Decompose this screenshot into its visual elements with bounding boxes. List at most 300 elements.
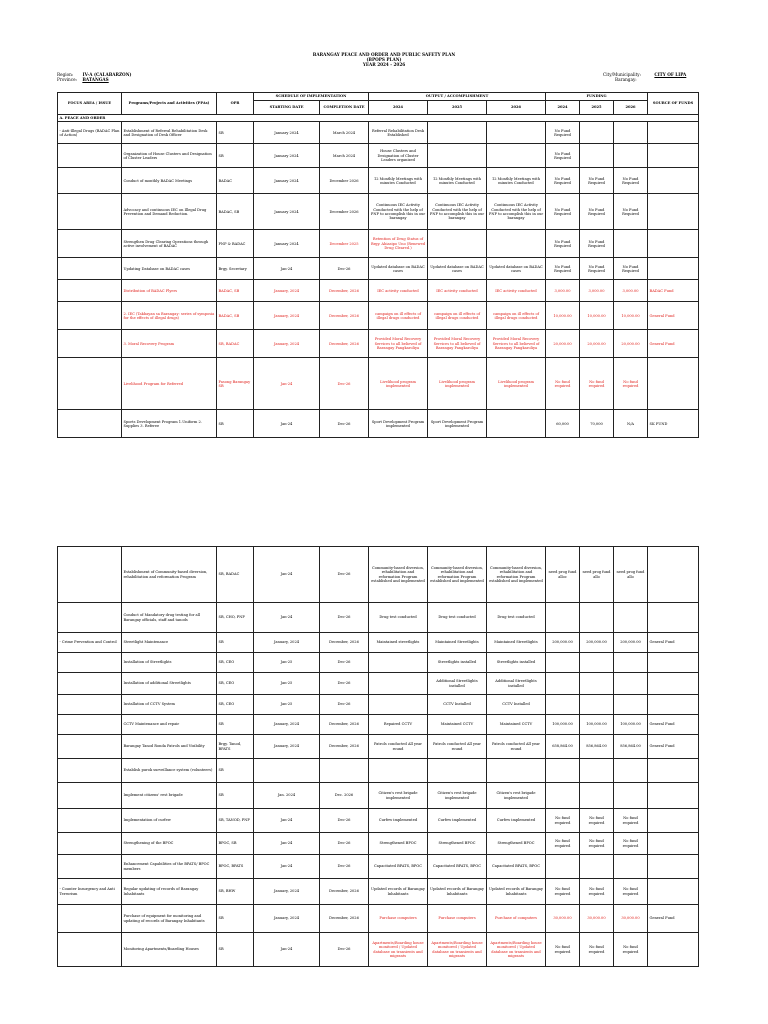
plan-table-page2-body xyxy=(58,547,699,967)
source-of-funds-cell: General Fund xyxy=(648,302,699,330)
table-row xyxy=(58,759,699,783)
output-2024-cell xyxy=(369,695,428,715)
ppa-cell: Strengthen Drug Clearing Operations through active involvement of BADAC xyxy=(122,230,217,258)
source-of-funds-cell xyxy=(648,809,699,833)
output-2026-cell: Drug test conducted xyxy=(487,603,546,633)
focus-area-cell xyxy=(58,759,122,783)
region-label: Region: xyxy=(57,72,74,77)
col-source: SOURCE OF FUNDS xyxy=(648,93,699,115)
output-2024-cell: Retention of Drug Status of Brgy. Ahiasipo Uno (Renewed Drug Cleared.) xyxy=(369,230,428,258)
focus-area-cell xyxy=(58,809,122,833)
output-2024-cell: Curfew implemented xyxy=(369,809,428,833)
ppa-cell: Implementation of curfew xyxy=(122,809,217,833)
completion-date-cell: December, 2026 xyxy=(320,330,369,358)
output-2024-cell: Patrols conducted All year round xyxy=(369,735,428,759)
table-row xyxy=(58,280,699,302)
focus-area-cell xyxy=(58,673,122,695)
funding-2026-cell: 20,000.00 xyxy=(614,330,648,358)
funding-2024-cell xyxy=(546,759,580,783)
ppa-cell: Strengthening of the BPOC xyxy=(122,833,217,855)
funding-2026-cell: 856,864.00 xyxy=(614,735,648,759)
funding-2025-cell: No fund required xyxy=(580,809,614,833)
completion-date-cell: Dec-26 xyxy=(320,547,369,603)
col-funding-2024: 2024 xyxy=(546,101,580,115)
ppa-cell: Enhancement Capabilities of the BPATS/ BPOC members xyxy=(122,855,217,879)
funding-2025-cell xyxy=(580,855,614,879)
opr-cell: SB xyxy=(217,783,254,809)
output-2026-cell: IEC activity conducted xyxy=(487,280,546,302)
source-of-funds-cell: BADAC Fund xyxy=(648,280,699,302)
starting-date-cell: January, 2024 xyxy=(254,905,320,933)
output-2024-cell: Strengthened BPOC xyxy=(369,833,428,855)
output-2024-cell: House Clusters and Designation of Cluster Leaders organized xyxy=(369,144,428,168)
funding-2026-cell: 3,000.00 xyxy=(614,280,648,302)
output-2026-cell: Provided Moral Recovery Services to all believed of Barangay Pangkaroliya xyxy=(487,330,546,358)
funding-2025-cell: No fund required xyxy=(580,933,614,967)
output-2024-cell: Repaired CCTV xyxy=(369,715,428,735)
funding-2026-cell: No fund required xyxy=(614,809,648,833)
output-2024-cell: Sport Development Program implemented xyxy=(369,410,428,438)
funding-2026-cell xyxy=(614,783,648,809)
focus-area-cell xyxy=(58,280,122,302)
funding-2025-cell: No Fund Required xyxy=(580,194,614,230)
table-row xyxy=(58,194,699,230)
output-2025-cell: Maintained Streetlights xyxy=(428,633,487,653)
output-2025-cell: Community-based diversion, rehabilitation and reformation Program established and implemented xyxy=(428,547,487,603)
output-2025-cell: Capacitated BPATS, BPOC xyxy=(428,855,487,879)
starting-date-cell: January 2024 xyxy=(254,168,320,194)
plan-years: YEAR 2024 - 2026 xyxy=(362,62,406,67)
output-2024-cell: Maintained streetlights xyxy=(369,633,428,653)
opr-cell: PNP & BADAC xyxy=(217,230,254,258)
focus-area-cell xyxy=(58,933,122,967)
ppa-cell: Streetlight Maintenance xyxy=(122,633,217,653)
barangay-row xyxy=(615,77,637,82)
ppa-cell: Establish purok surveillance system (volunteers) xyxy=(122,759,217,783)
section-peace-and-order: A. PEACE AND ORDER xyxy=(58,115,699,122)
funding-2026-cell: 200,000.00 xyxy=(614,633,648,653)
funding-2025-cell: No Fund Required xyxy=(580,168,614,194)
source-of-funds-cell: SK FUND xyxy=(648,410,699,438)
output-2026-cell xyxy=(487,410,546,438)
funding-2024-cell: No fund required xyxy=(546,933,580,967)
completion-date-cell: December, 2026 xyxy=(320,735,369,759)
table-row xyxy=(58,735,699,759)
table-row xyxy=(58,258,699,280)
funding-2026-cell xyxy=(614,603,648,633)
funding-2025-cell xyxy=(580,673,614,695)
source-of-funds-cell xyxy=(648,833,699,855)
ppa-cell: 3. Moral Recovery Program xyxy=(122,330,217,358)
opr-cell: SB, CEO xyxy=(217,673,254,695)
completion-date-cell: Dec-26 xyxy=(320,653,369,673)
output-2026-cell xyxy=(487,230,546,258)
starting-date-cell: Jan-24 xyxy=(254,855,320,879)
col-output-2025: 2025 xyxy=(428,101,487,115)
completion-date-cell: Dec. 2026 xyxy=(320,783,369,809)
output-2026-cell: Streetlights installed xyxy=(487,653,546,673)
output-2024-cell: Referral Rehabilitation Desk Established xyxy=(369,122,428,144)
barangay-label: Barangay: xyxy=(615,77,637,82)
source-of-funds-cell xyxy=(648,258,699,280)
completion-date-cell: March 2024 xyxy=(320,144,369,168)
focus-area-cell xyxy=(58,905,122,933)
output-2024-cell: Updated records of Barangay Inhabitants xyxy=(369,879,428,905)
opr-cell: SB xyxy=(217,905,254,933)
col-ppa: Programs/Projects and Activities (PPAs) xyxy=(122,93,217,115)
opr-cell: SB xyxy=(217,410,254,438)
funding-2025-cell xyxy=(580,653,614,673)
table-row xyxy=(58,905,699,933)
output-2026-cell: Maintained Streetlights xyxy=(487,633,546,653)
completion-date-cell: March 2024 xyxy=(320,122,369,144)
ppa-cell: Installation of additional Streetlights xyxy=(122,673,217,695)
output-2026-cell: Updated database on BADAC cases xyxy=(487,258,546,280)
completion-date-cell: December 2025 xyxy=(320,230,369,258)
funding-2024-cell: No fund required xyxy=(546,879,580,905)
table-row xyxy=(58,330,699,358)
funding-2025-cell xyxy=(580,144,614,168)
ppa-cell: Sports Development Program 1.Uniform 2. Supplies 3. Referee xyxy=(122,410,217,438)
col-output-2026: 2026 xyxy=(487,101,546,115)
output-2025-cell: Updated database on BADAC cases xyxy=(428,258,487,280)
funding-2024-cell xyxy=(546,653,580,673)
output-2025-cell: Sport Development Program implemented xyxy=(428,410,487,438)
table-row xyxy=(58,358,699,410)
funding-2024-cell: 30,000.00 xyxy=(546,905,580,933)
starting-date-cell: January 2024 xyxy=(254,230,320,258)
opr-cell: Brgy. Secretary xyxy=(217,258,254,280)
output-2025-cell: Provided Moral Recovery Services to all believed of Barangay Pangkaroliya xyxy=(428,330,487,358)
focus-area-cell xyxy=(58,410,122,438)
funding-2026-cell xyxy=(614,759,648,783)
starting-date-cell: Jan-25 xyxy=(254,673,320,695)
opr-cell: Pasong Barangay SB xyxy=(217,358,254,410)
output-2024-cell: campaign on ill effects of illegal drugs conducted xyxy=(369,302,428,330)
focus-area-cell xyxy=(58,653,122,673)
completion-date-cell: Dec-26 xyxy=(320,855,369,879)
source-of-funds-cell xyxy=(648,603,699,633)
table-row xyxy=(58,653,699,673)
completion-date-cell xyxy=(320,759,369,783)
opr-cell: SB xyxy=(217,933,254,967)
output-2025-cell: Patrols conducted All year round xyxy=(428,735,487,759)
output-2026-cell: Citizen's rest brigade implemented xyxy=(487,783,546,809)
table-row xyxy=(58,302,699,330)
funding-2025-cell: No fund required xyxy=(580,833,614,855)
opr-cell: BPOC, BPATS xyxy=(217,855,254,879)
starting-date-cell: January, 2024 xyxy=(254,735,320,759)
source-of-funds-cell xyxy=(648,122,699,144)
completion-date-cell: December, 2026 xyxy=(320,905,369,933)
funding-2026-cell: No Fund Required xyxy=(614,194,648,230)
funding-2026-cell xyxy=(614,673,648,695)
output-2025-cell: Continuous IEC Activity Conducted with the help of PNP to accomplish this in our barangay xyxy=(428,194,487,230)
starting-date-cell: January, 2024 xyxy=(254,879,320,905)
funding-2024-cell: 3,000.00 xyxy=(546,280,580,302)
output-2025-cell: Purchase computers xyxy=(428,905,487,933)
ppa-cell: Establishment of Referral Rehabilitation Desk and Designation of Desk Officer xyxy=(122,122,217,144)
output-2024-cell: Community-based diversion, rehabilitation and reformation Program established and implemented xyxy=(369,547,428,603)
funding-2024-cell xyxy=(546,695,580,715)
province-value: BATANGAS xyxy=(82,77,109,82)
funding-2024-cell: No fund required xyxy=(546,833,580,855)
funding-2025-cell xyxy=(580,603,614,633)
completion-date-cell: December 2026 xyxy=(320,194,369,230)
source-of-funds-cell xyxy=(648,547,699,603)
funding-2024-cell: No fund required xyxy=(546,809,580,833)
source-of-funds-cell xyxy=(648,230,699,258)
focus-area-cell xyxy=(58,695,122,715)
funding-2025-cell: 30,000.00 xyxy=(580,905,614,933)
starting-date-cell: Jan. 2024 xyxy=(254,783,320,809)
plan-table-page1-body xyxy=(58,115,699,438)
opr-cell: BADAC, SB xyxy=(217,194,254,230)
output-2024-cell xyxy=(369,653,428,673)
funding-2024-cell: No fund required xyxy=(546,358,580,410)
output-2026-cell: Curfew implemented xyxy=(487,809,546,833)
funding-2026-cell xyxy=(614,855,648,879)
funding-2025-cell: 200,000.00 xyxy=(580,633,614,653)
opr-cell: SB, CEO xyxy=(217,695,254,715)
opr-cell: SB xyxy=(217,759,254,783)
col-focus-area: FOCUS AREA / ISSUE xyxy=(58,93,122,115)
opr-cell: BADAC xyxy=(217,168,254,194)
starting-date-cell: Jan-24 xyxy=(254,358,320,410)
funding-2026-cell: 30,000.00 xyxy=(614,905,648,933)
completion-date-cell: December, 2026 xyxy=(320,633,369,653)
output-2024-cell: Citizen's rest brigade implemented xyxy=(369,783,428,809)
output-2026-cell xyxy=(487,759,546,783)
funding-2025-cell: 856,864.00 xyxy=(580,735,614,759)
opr-cell: SB, CEO xyxy=(217,653,254,673)
output-2026-cell: Purchase of computers xyxy=(487,905,546,933)
table-row xyxy=(58,715,699,735)
opr-cell: SB, BADAC xyxy=(217,547,254,603)
ppa-cell: Conduct of Mandatory drug testing for all Barangay officials, staff and tanods xyxy=(122,603,217,633)
source-of-funds-cell xyxy=(648,144,699,168)
funding-2026-cell: No fund required xyxy=(614,879,648,905)
focus-area-cell xyxy=(58,735,122,759)
starting-date-cell: Jan-24 xyxy=(254,410,320,438)
funding-2024-cell: 60,000 xyxy=(546,410,580,438)
output-2026-cell: 12 Monthly Meetings with minutes Conducted xyxy=(487,168,546,194)
table-row xyxy=(58,695,699,715)
funding-2026-cell: N/A xyxy=(614,410,648,438)
funding-2026-cell: No Fund Required xyxy=(614,168,648,194)
funding-2024-cell: No Fund Required xyxy=(546,122,580,144)
funding-2026-cell xyxy=(614,695,648,715)
starting-date-cell: Jan-24 xyxy=(254,933,320,967)
funding-2026-cell xyxy=(614,653,648,673)
plan-table-page2 xyxy=(57,546,699,967)
starting-date-cell: January, 2024 xyxy=(254,715,320,735)
output-2026-cell xyxy=(487,144,546,168)
starting-date-cell: Jan-24 xyxy=(254,833,320,855)
starting-date-cell: January 2024 xyxy=(254,144,320,168)
output-2026-cell: Apartments/Boarding house monitored / Updated database on transients and migrants xyxy=(487,933,546,967)
source-of-funds-cell: General Fund xyxy=(648,715,699,735)
funding-2025-cell: No Fund Required xyxy=(580,258,614,280)
source-of-funds-cell xyxy=(648,695,699,715)
ppa-cell: Livelihood Program for Referred xyxy=(122,358,217,410)
ppa-cell: Conduct of monthly BADAC Meetings xyxy=(122,168,217,194)
funding-2026-cell: No fund required xyxy=(614,933,648,967)
opr-cell: BADAC, SB xyxy=(217,302,254,330)
starting-date-cell: January, 2024 xyxy=(254,633,320,653)
ppa-cell: Installation of Streetlights xyxy=(122,653,217,673)
source-of-funds-cell xyxy=(648,653,699,673)
funding-2025-cell xyxy=(580,759,614,783)
table-row xyxy=(58,673,699,695)
output-2024-cell: Apartments/Boarding house monitored / Updated database on transients and migrants xyxy=(369,933,428,967)
col-output: OUTPUT / ACCOMPLISHMENT xyxy=(369,93,546,101)
region-value: IV-A (CALABARZON) xyxy=(82,72,132,77)
funding-2024-cell: No Fund Required xyxy=(546,168,580,194)
output-2024-cell: Livelihood program implemented xyxy=(369,358,428,410)
funding-2025-cell xyxy=(580,122,614,144)
col-funding: FUNDING xyxy=(546,93,648,101)
opr-cell: SB xyxy=(217,715,254,735)
funding-2024-cell xyxy=(546,603,580,633)
source-of-funds-cell: General Fund xyxy=(648,330,699,358)
output-2024-cell: Provided Moral Recovery Services to all believed of Barangay Pangkaroliya xyxy=(369,330,428,358)
output-2025-cell: campaign on ill effects of illegal drugs conducted xyxy=(428,302,487,330)
ppa-cell: 2. IEC (Takbayan sa Barangay: series of symposia for the effects of illegal drugs) xyxy=(122,302,217,330)
output-2026-cell: Maintained CCTV xyxy=(487,715,546,735)
completion-date-cell: Dec-26 xyxy=(320,258,369,280)
completion-date-cell: Dec-26 xyxy=(320,358,369,410)
completion-date-cell: December 2026 xyxy=(320,168,369,194)
output-2024-cell: Updated database on BADAC cases xyxy=(369,258,428,280)
source-of-funds-cell: General Fund xyxy=(648,905,699,933)
opr-cell: BADAC, SB xyxy=(217,280,254,302)
starting-date-cell: January 2024 xyxy=(254,194,320,230)
output-2025-cell xyxy=(428,759,487,783)
funding-2024-cell: 200,000.00 xyxy=(546,633,580,653)
funding-2026-cell: need prog fund allo xyxy=(614,547,648,603)
opr-cell: SB, TANOD, PNP xyxy=(217,809,254,833)
funding-2026-cell: No fund required xyxy=(614,833,648,855)
funding-2024-cell: 658,864.00 xyxy=(546,735,580,759)
col-schedule: SCHEDULE OF IMPLEMENTATION xyxy=(254,93,369,101)
funding-2025-cell: No Fund Required xyxy=(580,230,614,258)
output-2025-cell: Drug test conducted xyxy=(428,603,487,633)
plan-table-page1 xyxy=(57,92,699,438)
ppa-cell: Updating Database on BADAC cases xyxy=(122,258,217,280)
opr-cell: SB, BHW xyxy=(217,879,254,905)
output-2025-cell xyxy=(428,230,487,258)
funding-2024-cell: No Fund Required xyxy=(546,230,580,258)
output-2026-cell: Livelihood program implemented xyxy=(487,358,546,410)
output-2024-cell xyxy=(369,759,428,783)
output-2025-cell: Additional Streetlights installed xyxy=(428,673,487,695)
funding-2024-cell: No Fund Required xyxy=(546,194,580,230)
source-of-funds-cell xyxy=(648,759,699,783)
output-2026-cell: CCTV Installed xyxy=(487,695,546,715)
ppa-cell: Regular updating of records of Barangay Inhabitants xyxy=(122,879,217,905)
focus-area-cell xyxy=(58,715,122,735)
source-of-funds-cell xyxy=(648,673,699,695)
opr-cell: SB xyxy=(217,122,254,144)
col-starting-date: STARTING DATE xyxy=(254,101,320,115)
funding-2025-cell: 100,000.00 xyxy=(580,715,614,735)
province-row xyxy=(57,77,109,82)
source-of-funds-cell xyxy=(648,783,699,809)
ppa-cell: Advocacy and continuous IEC on Illegal Drug Prevention and Demand Reduction. xyxy=(122,194,217,230)
opr-cell: SB, BADAC xyxy=(217,330,254,358)
ppa-cell: Purchase of equipment for monitoring and updating of records of Barangay Inhabitants xyxy=(122,905,217,933)
source-of-funds-cell xyxy=(648,933,699,967)
ppa-cell: Implement citizens' rest brigade xyxy=(122,783,217,809)
starting-date-cell: January 2024 xyxy=(254,122,320,144)
opr-cell: Brgy. Tanod, BPATS xyxy=(217,735,254,759)
starting-date-cell: Jan-24 xyxy=(254,258,320,280)
opr-cell: SB xyxy=(217,144,254,168)
col-completion-date: COMPLETION DATE xyxy=(320,101,369,115)
table-row xyxy=(58,144,699,168)
funding-2026-cell xyxy=(614,144,648,168)
table-row xyxy=(58,809,699,833)
ppa-cell: Establishment of Community-based diversion, rehabilitation and reformation Program xyxy=(122,547,217,603)
col-opr: OPR xyxy=(217,93,254,115)
output-2025-cell: Streetlights installed xyxy=(428,653,487,673)
ppa-cell: Installation of CCTV System xyxy=(122,695,217,715)
focus-area-cell: - Anti-Illegal Drugs (BADAC Plan of Action) xyxy=(58,122,122,144)
funding-2025-cell: 10,000.00 xyxy=(580,302,614,330)
focus-area-cell xyxy=(58,330,122,358)
output-2024-cell: 12 Monthly Meetings with minutes Conducted xyxy=(369,168,428,194)
table-row xyxy=(58,603,699,633)
table-row xyxy=(58,168,699,194)
plan-subtitle: (BPOPS PLAN) xyxy=(366,57,402,62)
col-funding-2026: 2026 xyxy=(614,101,648,115)
starting-date-cell: Jan-24 xyxy=(254,603,320,633)
completion-date-cell: Dec-26 xyxy=(320,809,369,833)
source-of-funds-cell xyxy=(648,194,699,230)
starting-date-cell: January, 2024 xyxy=(254,330,320,358)
output-2025-cell: Citizen's rest brigade implemented xyxy=(428,783,487,809)
funding-2024-cell: 10,000.00 xyxy=(546,302,580,330)
focus-area-cell xyxy=(58,168,122,194)
output-2025-cell: Livelihood program implemented xyxy=(428,358,487,410)
source-of-funds-cell xyxy=(648,168,699,194)
opr-cell: SB, CHO, PNP xyxy=(217,603,254,633)
table-row xyxy=(58,855,699,879)
funding-2025-cell: 20,000.00 xyxy=(580,330,614,358)
funding-2026-cell: 10,000.00 xyxy=(614,302,648,330)
output-2026-cell: Updated records of Barangay Inhabitants xyxy=(487,879,546,905)
focus-area-cell xyxy=(58,855,122,879)
starting-date-cell: Jan-24 xyxy=(254,809,320,833)
output-2024-cell: Capacitated BPATS, BPOC xyxy=(369,855,428,879)
output-2024-cell xyxy=(369,673,428,695)
source-of-funds-cell xyxy=(648,879,699,905)
plan-title: BARANGAY PEACE AND ORDER AND PUBLIC SAFETY PLAN xyxy=(312,52,456,57)
starting-date-cell xyxy=(254,759,320,783)
funding-2025-cell: 3,000.00 xyxy=(580,280,614,302)
ppa-cell: Monitoring Apartments/Boarding Houses xyxy=(122,933,217,967)
city-value: CITY OF LIPA xyxy=(654,72,687,77)
completion-date-cell: Dec-26 xyxy=(320,695,369,715)
table-row xyxy=(58,833,699,855)
focus-area-cell xyxy=(58,144,122,168)
opr-cell: BPOC, SB xyxy=(217,833,254,855)
funding-2025-cell xyxy=(580,695,614,715)
funding-2024-cell: 100,000.00 xyxy=(546,715,580,735)
funding-2025-cell xyxy=(580,783,614,809)
table-row xyxy=(58,410,699,438)
